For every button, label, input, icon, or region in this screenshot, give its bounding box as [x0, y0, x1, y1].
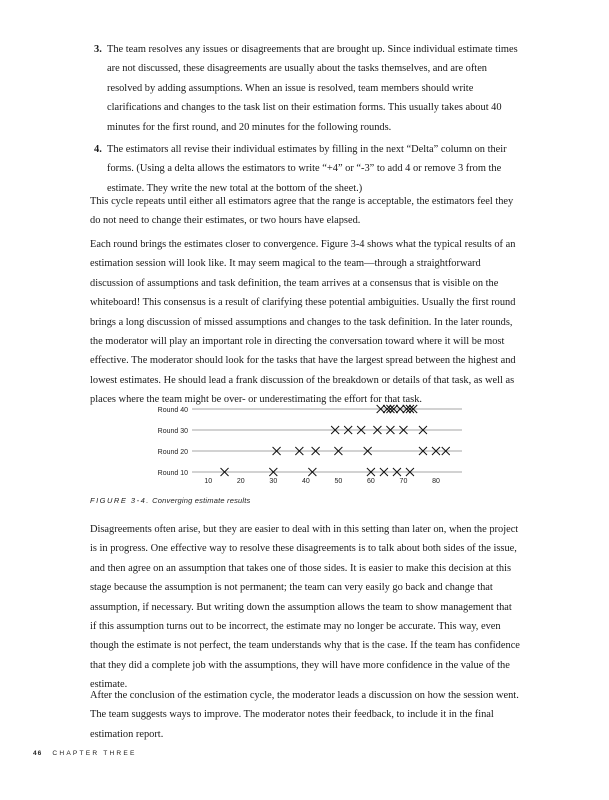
- list-number: 4.: [94, 144, 102, 156]
- list-item: [90, 140, 520, 198]
- list-number: 3.: [94, 44, 102, 55]
- list-item: [90, 40, 520, 137]
- x-tick-label: 30: [269, 478, 278, 485]
- x-tick-label: 60: [367, 478, 375, 485]
- list-text: The estimators all revise their individual estimates by filling in the next “Delta” column on their forms. (Using a delta allows the estimators to write “+4” or “-3” to add 4 or remove 3 from the estimate. They write the new total at the bottom of the sheet.): [107, 144, 507, 194]
- estimate-chart: [140, 398, 470, 488]
- chart-row: [158, 426, 462, 435]
- paragraph: Each round brings the estimates closer to convergence. Figure 3-4 shows what the typical results of an estimation session will look like. It may seem magical to the team—through a straightforward discussion of assumptions and task definition, the team arrives at a consensus that is visible on the whiteboard! This consensus is a result of clarifying these potential ambiguities. Usually the first round brings a long discussion of missed assumptions and changes to the task definition. In the later rounds, the moderator will play an important role in directing the conversation toward where it will be most effective. The moderator should look for the tasks that have the largest spread between the highest and lowest estimates. He should lead a frank discussion of the breakdown or details of that task, as well as places where the team might be over- or underestimating the effort for that task.: [90, 239, 516, 406]
- row-label: Round 10: [157, 470, 188, 477]
- x-tick-label: 70: [399, 478, 408, 485]
- list-text: The team resolves any issues or disagreements that are brought up. Since individual estimate times are not discussed, these disagreements are usually about the tasks themselves, and are often resolved by adding assumptions. When an issue is resolved, team members should write clarifications and changes to the task list on their estimation forms. This usually takes about 40 minutes for the first round, and 20 minutes for the following rounds.: [107, 44, 518, 133]
- figure-caption-text: Converging estimate results: [152, 496, 251, 505]
- chart-row: [158, 447, 462, 456]
- row-label: Round 40: [157, 407, 188, 414]
- chart-row: [158, 405, 462, 414]
- x-tick-label: 20: [236, 478, 245, 485]
- chapter-title: CHAPTER THREE: [52, 750, 137, 757]
- paragraph: This cycle repeats until either all estimators agree that the range is acceptable, the estimators feel they do not need to change their estimates, or two hours have elapsed.: [90, 196, 514, 227]
- page-footer: [33, 750, 137, 757]
- chart-row: [158, 468, 462, 477]
- page-number: 46: [33, 750, 43, 757]
- x-tick-label: 50: [334, 478, 343, 485]
- row-label: Round 30: [157, 428, 188, 435]
- numbered-list: [90, 40, 520, 201]
- figure-label: FIGURE 3-4.: [90, 496, 150, 505]
- figure-caption: [90, 496, 251, 505]
- x-tick-label: 80: [432, 478, 440, 485]
- paragraph: After the conclusion of the estimation cycle, the moderator leads a discussion on how the session went. The team suggests ways to improve. The moderator notes their feedback, to include it in the final estimation report.: [90, 690, 519, 740]
- x-tick-label: 40: [301, 478, 310, 485]
- x-tick-label: 10: [204, 478, 213, 485]
- paragraph: Disagreements often arise, but they are easier to deal with in this setting than later on, when the project is in progress. One effective way to resolve these disagreements is to talk about both sides of the issue, and then agree on an assumption that takes one of those sides. It is easier to make this decision at this stage because the assumption is not permanent; the team can very easily go back and change that assumption, if necessary. But writing down the assumption allows the team to show management that if this assumption turns out to be incorrect, the estimate may no longer be accurate. This way, even though the estimate is not perfect, the team understands why that is the case. If the team has confidence that they did a complete job with the assumptions, they will have more confidence in the value of the estimate.: [90, 524, 520, 691]
- row-label: Round 20: [157, 449, 188, 456]
